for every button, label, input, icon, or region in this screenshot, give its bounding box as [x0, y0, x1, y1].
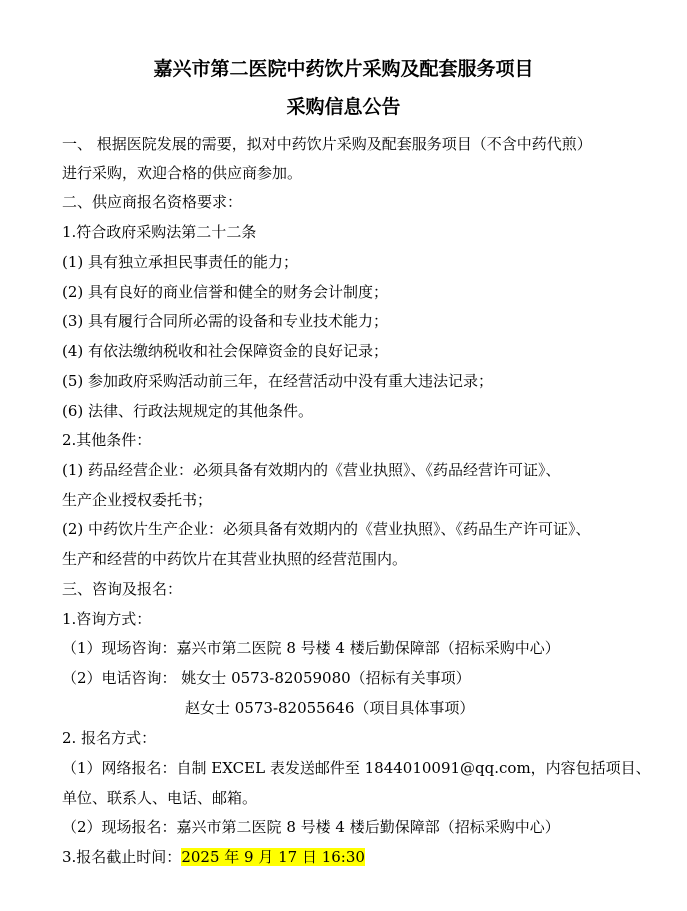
list-item-continuation: 单位、联系人、电话、邮箱。 [62, 789, 258, 807]
list-item: （2）现场报名：嘉兴市第二医院 8 号楼 4 楼后勤保障部（招标采购中心） [62, 818, 560, 836]
list-item-continuation: 生产和经营的中药饮片在其营业执照的经营范围内。 [62, 550, 408, 568]
item-registration-method: 2. 报名方式： [62, 729, 157, 747]
list-item-continuation: 生产企业授权委托书； [62, 491, 213, 509]
document-title: 嘉兴市第二医院中药饮片采购及配套服务项目 [153, 58, 534, 80]
deadline-label: 3.报名截止时间： [62, 848, 182, 866]
list-item: (1) 具有独立承担民事责任的能力； [62, 253, 299, 271]
item-other-conditions: 2.其他条件： [62, 431, 152, 449]
list-item: （1）网络报名：自制 EXCEL 表发送邮件至 1844010091@qq.com，内容包括项目、 [62, 759, 651, 777]
deadline-line [62, 846, 652, 868]
list-item: (4) 有依法缴纳税收和社会保障资金的良好记录； [62, 342, 389, 360]
deadline-value: 2025 年 9 月 17 日 16:30 [181, 848, 365, 866]
item-consult-method: 1.咨询方式： [62, 610, 152, 628]
list-item: (6) 法律、行政法规规定的其他条件。 [62, 402, 314, 420]
item-procurement-law: 1.符合政府采购法第二十二条 [62, 223, 257, 241]
list-item: (5) 参加政府采购活动前三年，在经营活动中没有重大违法记录； [62, 372, 494, 390]
section-heading-qualifications: 二、供应商报名资格要求： [62, 193, 243, 211]
document-subtitle: 采购信息公告 [286, 96, 401, 118]
intro-line-1: 一、 根据医院发展的需要，拟对中药饮片采购及配套服务项目（不含中药代煎） [62, 135, 592, 153]
list-item: (2) 中药饮片生产企业：必须具备有效期内的《营业执照》、《药品生产许可证》、 [62, 520, 591, 538]
list-item: (3) 具有履行合同所必需的设备和专业技术能力； [62, 312, 389, 330]
list-item-continuation: 赵女士 0573-82055646（项目具体事项） [185, 699, 475, 717]
intro-line-2: 进行采购，欢迎合格的供应商参加。 [62, 164, 303, 182]
section-heading-consult: 三、咨询及报名： [62, 580, 183, 598]
list-item: （1）现场咨询：嘉兴市第二医院 8 号楼 4 楼后勤保障部（招标采购中心） [62, 639, 560, 657]
list-item: （2）电话咨询： 姚女士 0573-82059080（招标有关事项） [62, 669, 471, 687]
list-item: (2) 具有良好的商业信誉和健全的财务会计制度； [62, 283, 389, 301]
list-item: (1) 药品经营企业：必须具备有效期内的《营业执照》、《药品经营许可证》、 [62, 461, 561, 479]
